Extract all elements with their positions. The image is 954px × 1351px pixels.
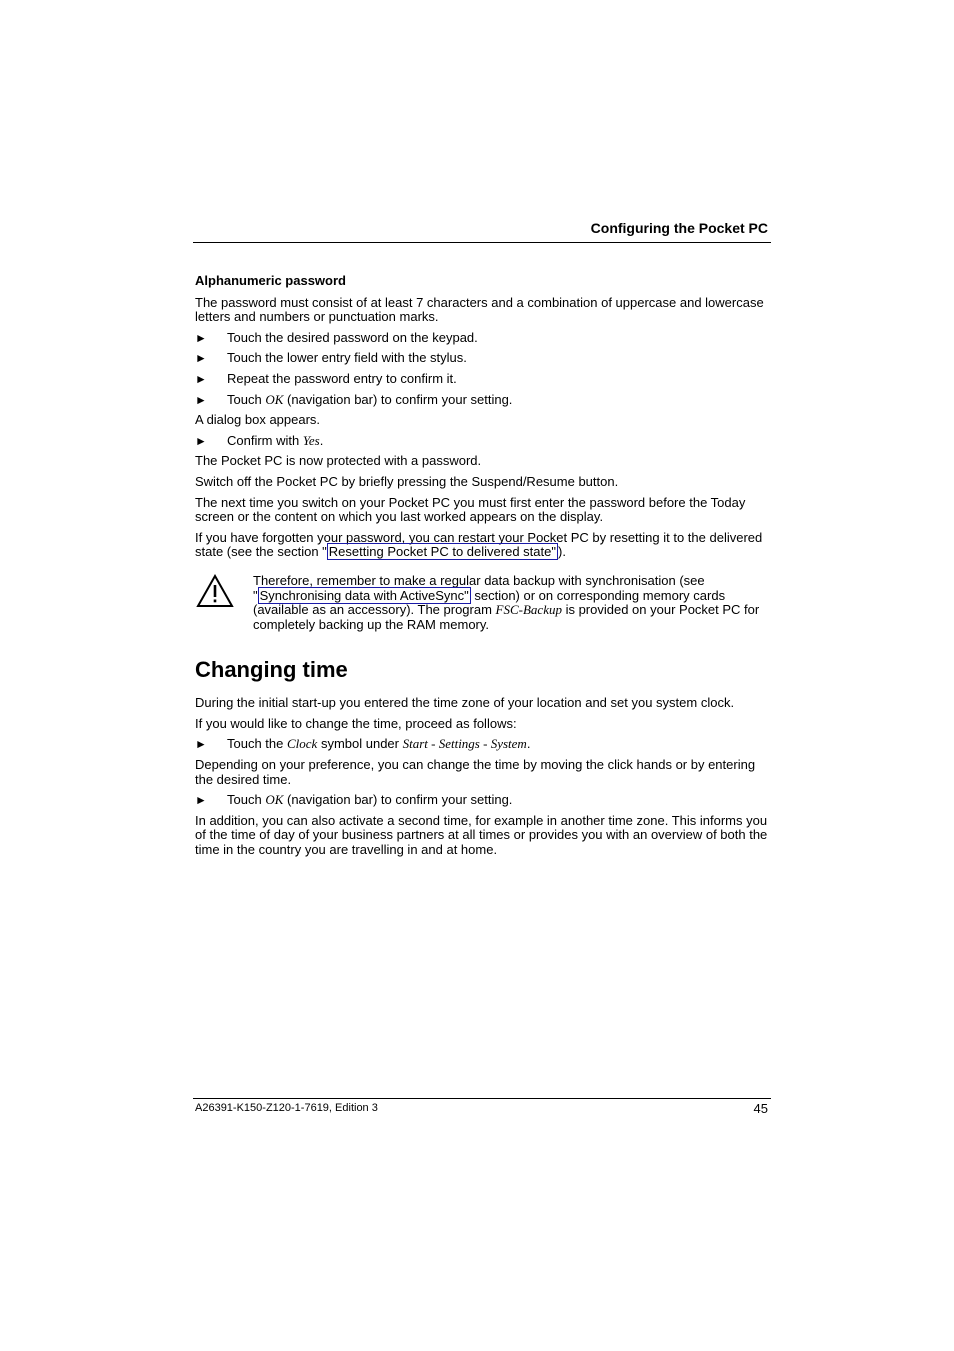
bullet-arrow-icon: ►	[195, 737, 207, 752]
footer-rule	[193, 1098, 771, 1099]
bullet-arrow-icon: ►	[195, 330, 207, 345]
running-header: Configuring the Pocket PC	[590, 220, 768, 236]
section-heading-changing-time: Changing time	[195, 657, 348, 683]
warning-text	[253, 574, 769, 632]
step-item	[195, 793, 769, 808]
warning-text-part: Therefore, remember to make a regular data backup with synchronisation (see "	[253, 572, 705, 603]
ui-term: Yes	[302, 432, 320, 448]
step-item	[195, 434, 769, 449]
step-text: .	[526, 736, 531, 752]
paragraph-dialog: A dialog box appears.	[195, 412, 321, 428]
paragraph-intro: The password must consist of at least 7 characters and a combination of uppercase and lowercase letters and numbers or punctuation marks.	[195, 294, 764, 325]
paragraph-switchoff: Switch off the Pocket PC by briefly pressing the Suspend/Resume button.	[195, 473, 619, 489]
bullet-arrow-icon: ►	[195, 433, 207, 448]
step-text: Touch	[227, 391, 266, 407]
ui-term: FSC-Backup	[495, 602, 562, 618]
paragraph: If you would like to change the time, proceed as follows:	[195, 715, 517, 731]
cross-reference-link[interactable]: Resetting Pocket PC to delivered state"	[328, 544, 556, 560]
paragraph-text: If you have forgotten your password, you can restart your Pocket PC by resetting it to the delivered state (see the section "	[195, 529, 763, 560]
paragraph: During the initial start-up you entered the time zone of your location and set you system clock.	[195, 695, 735, 711]
warning-note	[195, 574, 769, 632]
step-text: Touch the	[227, 736, 287, 752]
page-content	[195, 274, 769, 864]
step-text: (navigation bar) to confirm your setting.	[283, 391, 513, 407]
section-heading-password: Alphanumeric password	[195, 273, 346, 288]
ui-term: Clock	[287, 736, 318, 752]
step-text: Touch the lower entry field with the stylus.	[227, 350, 467, 366]
step-text: Repeat the password entry to confirm it.	[227, 370, 457, 386]
footer-doc-id: A26391-K150-Z120-1-7619, Edition 3	[195, 1102, 378, 1114]
paragraph-text: ).	[557, 544, 566, 560]
step-text: symbol under	[317, 736, 403, 752]
warning-text-part: is provided on your Pocket PC for completely backing up the RAM memory.	[253, 602, 760, 632]
bullet-arrow-icon: ►	[195, 793, 207, 808]
cross-reference-link[interactable]: Synchronising data with ActiveSync"	[259, 587, 469, 603]
ui-term: Start - Settings - System	[402, 736, 527, 752]
paragraph-forgotten	[195, 531, 769, 560]
step-item	[195, 331, 769, 346]
ui-term: OK	[265, 391, 284, 407]
step-text: Touch	[227, 792, 266, 808]
step-text: Touch the desired password on the keypad.	[227, 329, 478, 345]
step-text: Confirm with	[227, 432, 303, 448]
header-rule	[193, 242, 771, 243]
bullet-arrow-icon: ►	[195, 351, 207, 366]
paragraph-protected: The Pocket PC is now protected with a password.	[195, 453, 482, 469]
paragraph-nexttime: The next time you switch on your Pocket PC you must first enter the password before the Today screen or the content on which you last worked appears on the display.	[195, 494, 746, 525]
bullet-arrow-icon: ►	[195, 392, 207, 407]
bullet-arrow-icon: ►	[195, 371, 207, 386]
paragraph: Depending on your preference, you can change the time by moving the click hands or by entering the desired time.	[195, 757, 756, 787]
step-item	[195, 372, 769, 387]
paragraph: In addition, you can also activate a second time, for example in another time zone. This informs you of the time of day of your business partners at all times or provides you with an overview of both the time in the country you are travelling in and at home.	[195, 812, 768, 858]
warning-text-part: section) or on corresponding memory cards (available as an accessory). The program	[253, 587, 726, 618]
page-number: 45	[753, 1101, 768, 1116]
warning-triangle-icon	[196, 574, 234, 608]
step-item	[195, 393, 769, 408]
step-item	[195, 351, 769, 366]
step-item	[195, 737, 769, 752]
step-text: (navigation bar) to confirm your setting.	[283, 792, 513, 808]
ui-term: OK	[265, 792, 284, 808]
step-text: .	[319, 432, 324, 448]
